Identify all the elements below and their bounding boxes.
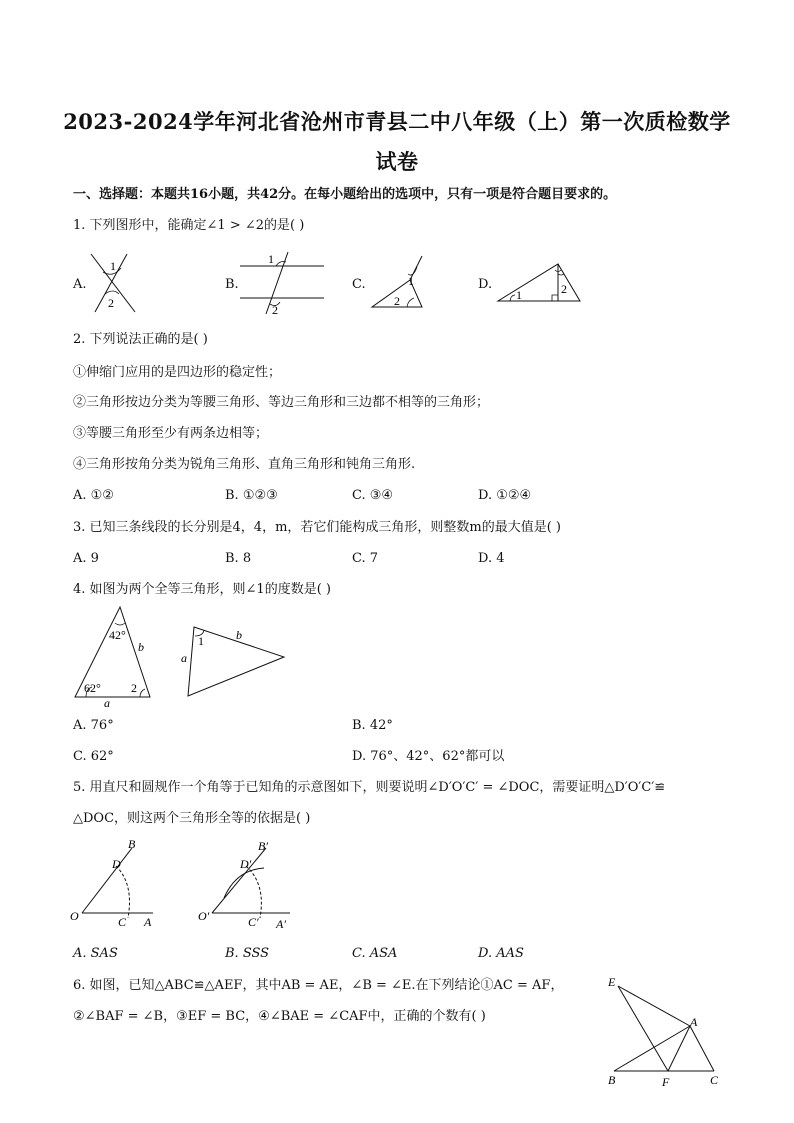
- q6-label-e: E: [608, 975, 616, 989]
- q1-figure-c: [370, 254, 426, 310]
- q4-option-c: C. 62°: [73, 749, 114, 764]
- q3-option-c: C. 7: [352, 551, 379, 566]
- q2-option-c: C. ③④: [352, 488, 394, 503]
- q5-option-d: D. AAS: [478, 946, 524, 961]
- q4-figure-right-triangle: [178, 622, 288, 700]
- q1c-label-1: 1: [408, 274, 414, 288]
- q1a-label-1: 1: [110, 259, 116, 273]
- q2-statement-4: ④三角形按角分类为锐角三角形、直角三角形和钝角三角形.: [73, 457, 416, 472]
- q4-right-side-a: a: [181, 651, 187, 665]
- q5-option-c: C. ASA: [352, 946, 398, 961]
- q4-label-2: 2: [131, 681, 137, 695]
- q2-statement-2: ②三角形按边分类为等腰三角形、等边三角形和三边都不相等的三角形；: [73, 395, 490, 410]
- q6-stem-line2: ②∠BAF = ∠B，③EF = BC，④∠BAE = ∠CAF中，正确的个数有( ): [73, 1009, 486, 1024]
- q1a-label-2: 2: [108, 296, 114, 310]
- q4-label-1: 1: [198, 634, 204, 648]
- q2-option-a: A. ①②: [73, 488, 114, 503]
- q4-angle-62: 62°: [84, 681, 101, 695]
- q4-option-d: D. 76°、42°、62°都可以: [352, 749, 505, 764]
- q4-option-b: B. 42°: [352, 718, 393, 733]
- section-heading: 一、选择题：本题共16小题，共42分。在每小题给出的选项中，只有一项是符合题目要求的。: [73, 187, 617, 202]
- q6-stem-line1: 6. 如图，已知△ABC≌△AEF，其中AB = AE，∠B = ∠E.在下列结论①AC = AF，: [73, 978, 564, 993]
- q3-option-b: B. 8: [225, 551, 252, 566]
- q2-statement-1: ①伸缩门应用的是四边形的稳定性；: [73, 365, 282, 380]
- q1-stem: 1. 下列图形中，能确定∠1 > ∠2的是( ): [73, 218, 305, 233]
- q5-label-d-prime: D′: [240, 857, 252, 871]
- q5-figure-constructed-angle: [196, 838, 296, 934]
- q1-figure-a: [85, 252, 145, 314]
- q4-left-side-a: a: [104, 696, 110, 710]
- q1-figure-b: [240, 250, 326, 316]
- q2-statement-3: ③等腰三角形至少有两条边相等；: [73, 426, 269, 441]
- q4-option-a: A. 76°: [73, 718, 114, 733]
- q4-right-side-b: b: [236, 628, 242, 642]
- q1-option-a: A.: [73, 277, 87, 292]
- q1-option-c: C.: [352, 277, 366, 292]
- q1c-label-2: 2: [394, 294, 400, 308]
- q3-option-a: A. 9: [73, 551, 99, 566]
- exam-title-line2: 试卷: [375, 149, 419, 174]
- q1d-label-1: 1: [516, 288, 522, 302]
- q2-stem: 2. 下列说法正确的是( ): [73, 332, 208, 347]
- q5-label-a: A: [144, 915, 152, 929]
- q5-label-d: D: [112, 857, 121, 871]
- q4-left-side-b: b: [138, 640, 144, 654]
- q5-stem-line2: △DOC，则这两个三角形全等的依据是( ): [73, 811, 311, 826]
- q1-option-b: B.: [225, 277, 239, 292]
- q4-figure-left-triangle: [72, 605, 154, 709]
- q5-stem-line1: 5. 用直尺和圆规作一个角等于已知角的示意图如下，则要说明∠D′O′C′ = ∠DOC，需要证明△D′O′C′≌: [73, 780, 666, 795]
- q5-label-c: C: [118, 915, 127, 929]
- q1-figure-d: [496, 262, 584, 306]
- q4-stem: 4. 如图为两个全等三角形，则∠1的度数是( ): [73, 582, 331, 597]
- q2-option-b: B. ①②③: [225, 488, 278, 503]
- q6-label-b: B: [608, 1073, 616, 1087]
- q5-option-b: B. SSS: [225, 946, 270, 961]
- q5-label-b: B: [128, 837, 136, 851]
- q5-label-b-prime: B′: [258, 839, 268, 853]
- q1b-label-1: 1: [268, 252, 274, 266]
- q5-label-a-prime: A′: [276, 917, 286, 931]
- q1b-label-2: 2: [272, 303, 278, 317]
- q1d-label-2: 2: [561, 282, 567, 296]
- q5-label-c-prime: C′: [248, 915, 259, 929]
- q3-stem: 3. 已知三条线段的长分别是4，4，m，若它们能构成三角形，则整数m的最大值是( ): [73, 520, 562, 535]
- q6-figure-triangles: [604, 974, 726, 1090]
- q2-option-d: D. ①②④: [478, 488, 532, 503]
- q4-angle-42: 42°: [109, 628, 126, 642]
- q6-label-a: A: [690, 1015, 698, 1029]
- q5-label-o-prime: O′: [198, 909, 210, 923]
- q6-label-c: C: [710, 1073, 719, 1087]
- q5-option-a: A. SAS: [73, 946, 118, 961]
- q5-label-o: O: [70, 909, 79, 923]
- q3-option-d: D. 4: [478, 551, 505, 566]
- q5-figure-original-angle: [68, 838, 160, 934]
- q6-label-f: F: [662, 1075, 670, 1089]
- q1-option-d: D.: [478, 277, 493, 292]
- exam-title-line1: 2023-2024学年河北省沧州市青县二中八年级（上）第一次质检数学: [63, 109, 731, 134]
